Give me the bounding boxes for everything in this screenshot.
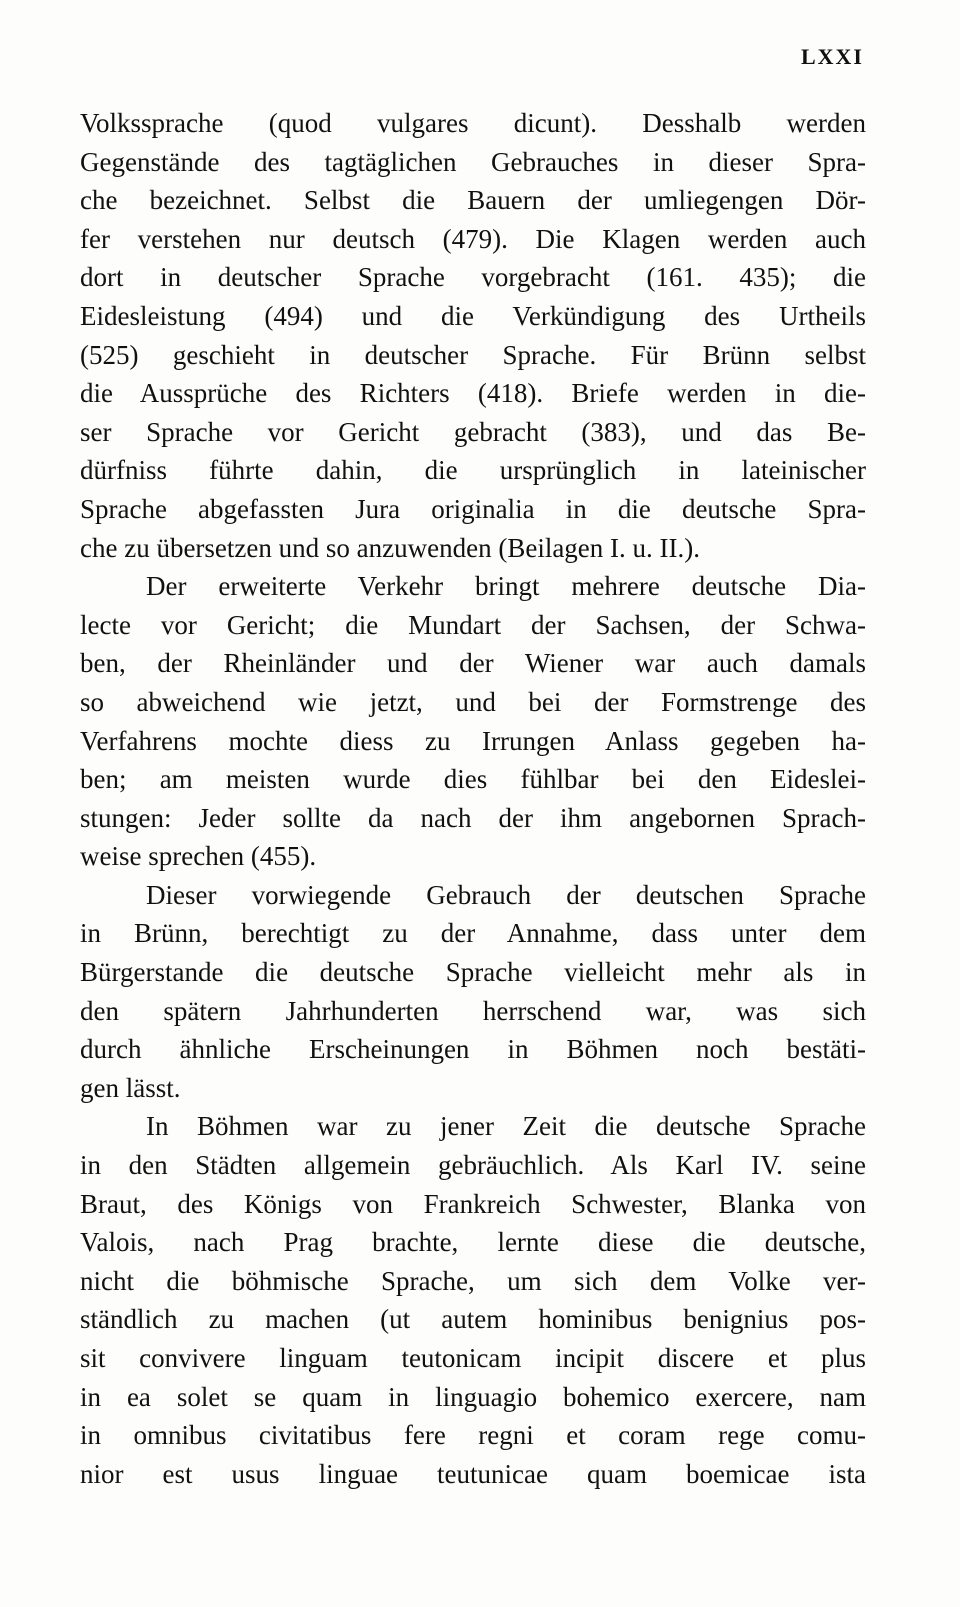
text-line: sit convivere linguam teutonicam incipit discere et plus [80,1343,866,1373]
body-text [80,104,866,1493]
text-line: dürfniss führte dahin, die ursprünglich in lateinischer [80,455,866,486]
text-line: fer verstehen nur deutsch (479). Die Klagen werden auch [80,223,866,254]
text-line: in den Städten allgemein gebräuchlich. Als Karl IV. seine [80,1150,866,1181]
text-line: Braut, des Königs von Frankreich Schwester, Blanka von [80,1188,866,1219]
text-line: Sprache abgefassten Jura originalia in die deutsche Spra- [80,493,866,524]
text-line: lecte vor Gericht; die Mundart der Sachsen, der Schwa- [80,609,866,640]
text-line: ser Sprache vor Gericht gebracht (383), und das Be- [80,416,866,447]
text-line: dort in deutscher Sprache vorgebracht (161. 435); die [80,262,866,293]
text-line: ben, der Rheinländer und der Wiener war auch damals [80,648,866,679]
text-line: durch ähnliche Erscheinungen in Böhmen noch bestäti- [80,1034,866,1065]
text-line: gen lässt. [80,1072,181,1103]
text-line: Valois, nach Prag brachte, lernte diese die deutsche, [80,1227,866,1258]
text-line: che bezeichnet. Selbst die Bauern der umliegengen Dör- [80,185,866,216]
text-line: nior est usus linguae teutunicae quam boemicae ista [80,1458,866,1489]
text-line: die Aussprüche des Richters (418). Briefe werden in die- [80,378,866,409]
text-line: in Brünn, berechtigt zu der Annahme, dass unter dem [80,918,866,949]
text-line: che zu übersetzen und so anzuwenden (Beilagen I. u. II.). [80,532,700,563]
text-line: Dieser vorwiegende Gebrauch der deutschen Sprache [146,879,866,910]
text-line: ben; am meisten wurde dies fühlbar bei den Eideslei- [80,764,866,795]
text-line: In Böhmen war zu jener Zeit die deutsche Sprache [146,1111,866,1142]
text-line: in ea solet se quam in linguagio bohemico exercere, nam [80,1381,866,1412]
paragraph [80,1107,866,1493]
text-line: den spätern Jahrhunderten herrschend war, was sich [80,995,866,1026]
text-line: in omnibus civitatibus fere regni et coram rege comu- [80,1420,866,1451]
text-line: Bürgerstande die deutsche Sprache vielleicht mehr als in [80,957,866,988]
paragraph [80,876,866,1108]
text-line: Der erweiterte Verkehr bringt mehrere deutsche Dia- [146,571,866,602]
paragraph [80,567,866,876]
text-line: Verfahrens mochte diess zu Irrungen Anlass gegeben ha- [80,725,866,756]
text-line: nicht die böhmische Sprache, um sich dem Volke ver- [80,1265,866,1296]
text-line: Gegenstände des tagtäglichen Gebrauches in dieser Spra- [80,146,866,177]
page-number: LXXI [800,44,864,69]
text-line: Volkssprache (quod vulgares dicunt). Desshalb werden [80,108,866,138]
text-line: so abweichend wie jetzt, und bei der Formstrenge des [80,686,866,717]
text-line: stungen: Jeder sollte da nach der ihm angebornen Sprach- [80,802,866,833]
text-line: Eidesleistung (494) und die Verkündigung des Urtheils [80,300,866,331]
paragraph [80,104,866,567]
text-line: (525) geschieht in deutscher Sprache. Für Brünn selbst [80,339,866,370]
text-line: weise sprechen (455). [80,841,317,872]
text-line: ständlich zu machen (ut autem hominibus benignius pos- [80,1304,866,1335]
